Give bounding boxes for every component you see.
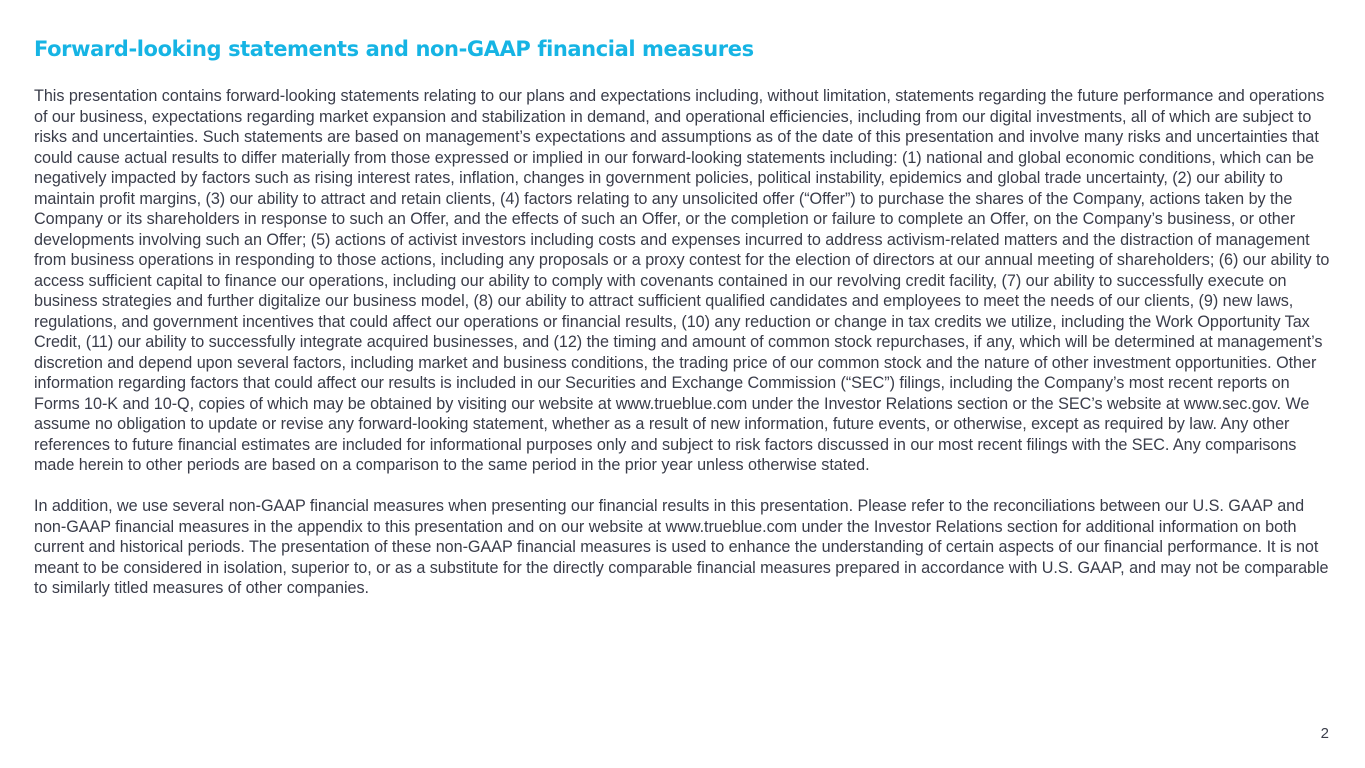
forward-looking-statements-paragraph: This presentation contains forward-looking statements relating to our plans and expectations including, without limitation, statements regarding the future performance and operations of our business, expectations regarding market expansion and stabilization in demand, and operational efficiencies, including from our digital investments, all of which are subject to risks and uncertainties. Such statements are based on management’s expectations and assumptions as of the date of this presentation and involve many risks and uncertainties that could cause actual results to differ materially from those expressed or implied in our forward-looking statements including: (1) national and global economic conditions, which can be negatively impacted by factors such as rising interest rates, inflation, changes in government policies, political instability, epidemics and global trade uncertainty, (2) our ability to maintain profit margins, (3) our ability to attract and retain clients, (4) factors relating to any unsolicited offer (“Offer”) to purchase the shares of the Company, actions taken by the Company or its shareholders in response to such an Offer, and the effects of such an Offer, or the completion or failure to complete an Offer, on the Company’s business, or other developments involving such an Offer; (5) actions of activist investors including costs and expenses incurred to address activism-related matters and the distraction of management from business operations in responding to those actions, including any proposals or a proxy contest for the election of directors at our annual meeting of shareholders; (6) our ability to access sufficient capital to finance our operations, including our ability to comply with covenants contained in our revolving credit facility, (7) our ability to successfully execute on business strategies and further digitalize our business model, (8) our ability to attract sufficient qualified candidates and employees to meet the needs of our clients, (9) new laws, regulations, and government incentives that could affect our operations or financial results, (10) any reduction or change in tax credits we utilize, including the Work Opportunity Tax Credit, (11) our ability to successfully integrate acquired businesses, and (12) the timing and amount of common stock repurchases, if any, which will be determined at management’s discretion and depend upon several factors, including market and business conditions, the trading price of our common stock and the nature of other investment opportunities. Other information regarding factors that could affect our results is included in our Securities and Exchange Commission (“SEC”) filings, including the Company’s most recent reports on Forms 10-K and 10-Q, copies of which may be obtained by visiting our website at www.trueblue.com under the Investor Relations section or the SEC’s website at www.sec.gov. We assume no obligation to update or revise any forward-looking statement, whether as a result of new information, future events, or otherwise, except as required by law. Any other references to future financial estimates are included for informational purposes only and subject to risk factors discussed in our most recent filings with the SEC. Any comparisons made herein to other periods are based on a comparison to the same period in the prior year unless otherwise stated. <box>34 87 1330 474</box>
page-title: Forward-looking statements and non-GAAP financial measures <box>34 37 754 61</box>
body-text <box>34 86 1334 599</box>
non-gaap-measures-paragraph: In addition, we use several non-GAAP financial measures when presenting our financial results in this presentation. Please refer to the reconciliations between our U.S. GAAP and non-GAAP financial measures in the appendix to this presentation and on our website at www.trueblue.com under the Investor Relations section for additional information on both current and historical periods. The presentation of these non-GAAP financial measures is used to enhance the understanding of certain aspects of our financial performance. It is not meant to be considered in isolation, superior to, or as a substitute for the directly comparable financial measures prepared in accordance with U.S. GAAP, and may not be comparable to similarly titled measures of other companies. <box>34 497 1329 597</box>
page-number: 2 <box>1320 725 1329 742</box>
